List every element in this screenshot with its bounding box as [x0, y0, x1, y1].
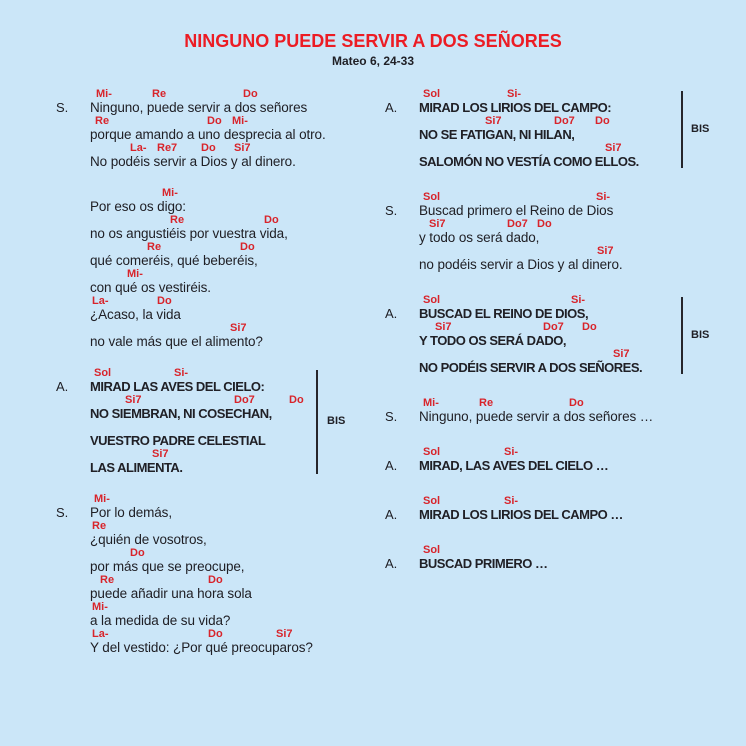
chord-label: Do: [264, 214, 279, 226]
chord-row: [90, 115, 376, 128]
chord-row: [90, 448, 376, 461]
stanza-marker: A.: [385, 556, 398, 571]
chord-label: Do: [201, 142, 216, 154]
chord-label: Do7: [554, 115, 575, 127]
chord-label: Mi-: [127, 268, 143, 280]
chord-row: [419, 397, 730, 410]
chord-label: Si7: [605, 142, 622, 154]
lyric-line: MIRAD LAS AVES DEL CIELO:: [90, 379, 265, 394]
chord-label: Re: [152, 88, 167, 100]
stanza-body: [90, 88, 376, 169]
lyric-line: no os angustiéis por vuestra vida,: [90, 226, 288, 241]
lyric-line: Y TODO OS SERÁ DADO,: [419, 333, 566, 348]
chord-label: Mi-: [162, 187, 178, 199]
stanza-body: [419, 191, 730, 272]
chord-label: Do: [240, 241, 255, 253]
chord-row: [419, 218, 730, 231]
stanza: [56, 493, 376, 655]
chord-label: Do: [208, 628, 223, 640]
chord-row: [90, 322, 376, 335]
chord-row: [90, 88, 376, 101]
stanza: [385, 294, 730, 375]
stanza: [385, 495, 730, 522]
lyric-line: BUSCAD PRIMERO …: [419, 556, 548, 571]
chord-label: Re: [479, 397, 494, 409]
stanza: [385, 397, 730, 424]
chord-row: [90, 295, 376, 308]
lyric-line: qué comeréis, qué beberéis,: [90, 253, 258, 268]
bis-repeat-bar: [681, 297, 683, 374]
chord-row: [90, 547, 376, 560]
lyric-line: BUSCAD EL REINO DE DIOS,: [419, 306, 589, 321]
lyric-line: NO PODÉIS SERVIR A DOS SEÑORES.: [419, 360, 643, 375]
chord-label: Si7: [429, 218, 446, 230]
chord-label: Sol: [94, 367, 112, 379]
chord-row: [90, 493, 376, 506]
lyric-line: no vale más que el alimento?: [90, 334, 263, 349]
stanza-marker: A.: [385, 100, 398, 115]
stanza-marker: S.: [385, 409, 398, 424]
chord-label: Sol: [423, 544, 441, 556]
lyric-line: No podéis servir a Dios y al dinero.: [90, 154, 296, 169]
bis-label: BIS: [691, 328, 710, 341]
stanza-body: [419, 294, 730, 375]
chord-row: [90, 268, 376, 281]
stanza-body: [90, 187, 376, 349]
stanza-marker: A.: [385, 507, 398, 522]
lyric-line: Por eso os digo:: [90, 199, 186, 214]
lyric-line: SALOMÓN NO VESTÍA COMO ELLOS.: [419, 154, 639, 169]
chord-row: [90, 187, 376, 200]
chord-label: Mi-: [232, 115, 248, 127]
chord-label: La-: [92, 295, 109, 307]
chord-label: Re7: [157, 142, 178, 154]
chord-label: Do: [243, 88, 258, 100]
chord-label: Do: [207, 115, 222, 127]
stanza-body: [419, 495, 730, 522]
chord-label: Sol: [423, 191, 441, 203]
stanza-marker: S.: [385, 203, 398, 218]
chord-label: Do: [569, 397, 584, 409]
chord-label: Si-: [504, 495, 519, 507]
bis-label: BIS: [691, 122, 710, 135]
stanza: [385, 544, 730, 571]
chord-row: [419, 294, 730, 307]
chord-label: Mi-: [96, 88, 112, 100]
scripture-reference: Mateo 6, 24-33: [331, 54, 415, 68]
chord-label: Sol: [423, 495, 441, 507]
chord-row: [419, 321, 730, 334]
chord-label: Sol: [423, 88, 441, 100]
bis-label: BIS: [327, 415, 346, 427]
lyric-line: VUESTRO PADRE CELESTIAL: [90, 433, 266, 448]
chord-label: Do7: [507, 218, 528, 230]
stanza-marker: A.: [56, 379, 69, 394]
chord-label: Si7: [613, 348, 630, 360]
column-right: [385, 88, 730, 593]
lyric-line: y todo os será dado,: [419, 230, 540, 245]
chord-row: [90, 520, 376, 533]
lyric-line: no podéis servir a Dios y al dinero.: [419, 257, 623, 272]
lyric-line: NO SIEMBRAN, NI COSECHAN,: [90, 406, 272, 421]
chord-label: Re: [170, 214, 185, 226]
chord-row: [419, 115, 730, 128]
chord-label: Re: [100, 574, 115, 586]
chord-label: Si7: [125, 394, 142, 406]
column-left: [56, 88, 376, 673]
chord-row: [419, 495, 730, 508]
chord-label: Re: [95, 115, 110, 127]
chord-row: [419, 88, 730, 101]
stanza: [56, 367, 376, 475]
lyric-line: ¿Acaso, la vida: [90, 307, 181, 322]
stanza-marker: A.: [385, 458, 398, 473]
stanza-marker: S.: [56, 505, 69, 520]
chord-row: [90, 574, 376, 587]
chord-label: Do: [130, 547, 145, 559]
lyric-line: Y del vestido: ¿Por qué preocuparos?: [90, 640, 313, 655]
chord-row: [90, 142, 376, 155]
chord-row: [419, 446, 730, 459]
stanza: [385, 191, 730, 272]
chord-label: Do: [595, 115, 610, 127]
chord-label: Mi-: [423, 397, 439, 409]
chord-label: Do: [289, 394, 304, 406]
chord-label: Si7: [276, 628, 293, 640]
stanza-marker: S.: [56, 100, 69, 115]
lyric-line: con qué os vestiréis.: [90, 280, 211, 295]
chord-row: [90, 214, 376, 227]
stanza-body: [90, 493, 376, 655]
chord-row: [419, 191, 730, 204]
chord-row: [90, 394, 376, 407]
lyric-line: MIRAD LOS LIRIOS DEL CAMPO:: [419, 100, 612, 115]
lyric-line: por más que se preocupe,: [90, 559, 245, 574]
chord-label: Do7: [543, 321, 564, 333]
lyric-line: MIRAD LOS LIRIOS DEL CAMPO …: [419, 507, 623, 522]
chord-label: Si7: [435, 321, 452, 333]
stanza-body: [419, 397, 730, 424]
stanza: [385, 446, 730, 473]
lyric-line: Buscad primero el Reino de Dios: [419, 203, 614, 218]
chord-row: [90, 628, 376, 641]
chord-row: [419, 348, 730, 361]
chord-label: Do: [537, 218, 552, 230]
chord-label: Sol: [423, 446, 441, 458]
lyric-line: Ninguno, puede servir a dos señores …: [419, 409, 654, 424]
chord-label: Do: [208, 574, 223, 586]
lyric-line: Por lo demás,: [90, 505, 172, 520]
stanza: [385, 88, 730, 169]
stanza-marker: A.: [385, 306, 398, 321]
chord-row: [90, 367, 376, 380]
chord-label: Sol: [423, 294, 441, 306]
chord-label: La-: [130, 142, 147, 154]
lyric-line: porque amando a uno desprecia al otro.: [90, 127, 326, 142]
chord-label: Si-: [504, 446, 519, 458]
lyric-line: NO SE FATIGAN, NI HILAN,: [419, 127, 575, 142]
chord-label: Do: [582, 321, 597, 333]
lyric-line: MIRAD, LAS AVES DEL CIELO …: [419, 458, 609, 473]
bis-repeat-bar: [316, 370, 318, 474]
stanza: [56, 187, 376, 349]
chord-label: Do7: [234, 394, 255, 406]
chord-label: Si-: [571, 294, 586, 306]
chord-row: [90, 241, 376, 254]
lyric-line: LAS ALIMENTA.: [90, 460, 183, 475]
lyric-line: Ninguno, puede servir a dos señores: [90, 100, 308, 115]
chord-label: Si7: [230, 322, 247, 334]
chord-label: Re: [147, 241, 162, 253]
stanza-body: [419, 446, 730, 473]
lyric-line: puede añadir una hora sola: [90, 586, 252, 601]
lyric-line: a la medida de su vida?: [90, 613, 231, 628]
chord-label: Si7: [234, 142, 251, 154]
stanza-body: [419, 544, 730, 571]
bis-repeat-bar: [681, 91, 683, 168]
chord-row: [419, 245, 730, 258]
chord-row: [419, 142, 730, 155]
lyric-line: ¿quién de vosotros,: [90, 532, 207, 547]
chord-label: La-: [92, 628, 109, 640]
chord-row: [90, 601, 376, 614]
stanza-body: [419, 88, 730, 169]
chord-label: Si7: [485, 115, 502, 127]
chord-label: Si-: [596, 191, 611, 203]
song-title: NINGUNO PUEDE SERVIR A DOS SEÑORES: [184, 31, 562, 51]
chord-label: Si7: [597, 245, 614, 257]
stanza: [56, 88, 376, 169]
chord-label: Mi-: [94, 493, 110, 505]
chord-label: Re: [92, 520, 107, 532]
chord-row: [419, 544, 730, 557]
chord-label: Do: [157, 295, 172, 307]
chord-label: Si-: [507, 88, 522, 100]
chord-label: Si7: [152, 448, 169, 460]
chord-label: Mi-: [92, 601, 108, 613]
chord-label: Si-: [174, 367, 189, 379]
